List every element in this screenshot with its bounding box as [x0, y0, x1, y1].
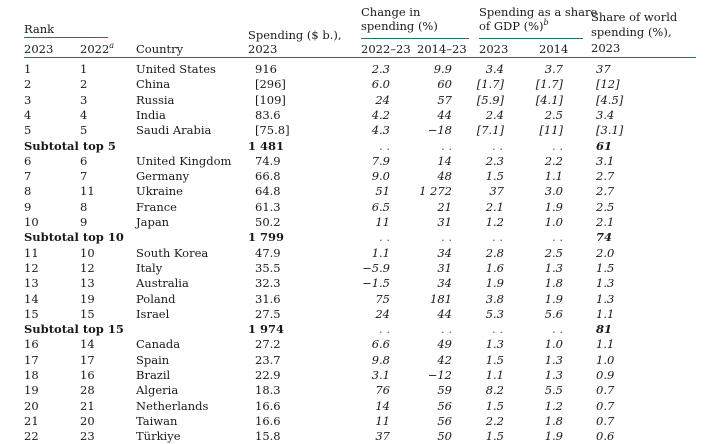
gdp-2023-cell: 1.3	[485, 337, 504, 352]
rank-2023-cell: 19	[24, 383, 39, 398]
rank-2022-cell: 16	[80, 368, 95, 382]
change-2022-23-cell: 11	[375, 215, 390, 229]
table-row	[0, 368, 711, 383]
world-share-cell: 74	[596, 230, 613, 245]
spending-cell: 50.2	[255, 215, 281, 229]
gdp-2023-cell: . .	[492, 230, 503, 245]
gdp-2014-cell: 1.2	[544, 398, 563, 413]
change-2022-23-cell: . .	[379, 322, 390, 337]
change-2014-23-cell: 34	[437, 245, 452, 260]
spending-cell: 64.8	[255, 184, 281, 199]
world-share-cell: 0.7	[596, 413, 615, 428]
gdp-2023-cell: 2.3	[485, 153, 504, 168]
spending-cell: [109]	[255, 92, 286, 107]
change-2014-23-cell: 56	[437, 398, 452, 413]
spending-cell: 31.6	[255, 291, 281, 306]
rank-2022-cell: 4	[80, 107, 88, 122]
change-2022-23-cell: 76	[375, 383, 390, 398]
world-share-cell: 0.7	[596, 383, 615, 398]
rank-2023-cell: 15	[24, 306, 39, 321]
rank-2022-cell: 9	[80, 215, 88, 229]
header-gdp-2023: 2023	[479, 42, 509, 56]
rank-2022-cell: 6	[80, 153, 88, 168]
rank-2022-cell: 12	[80, 260, 95, 275]
change-2022-23-cell: 37	[375, 429, 390, 444]
world-share-cell: 0.6	[596, 429, 615, 444]
gdp-2014-cell: [11]	[539, 123, 563, 138]
country-cell: Germany	[136, 169, 190, 184]
world-share-cell: 0.9	[596, 368, 615, 382]
gdp-2014-cell: 1.8	[544, 276, 563, 291]
gdp-2014-cell: 1.0	[544, 215, 563, 229]
table-row	[0, 123, 711, 138]
change-2014-23-cell: . .	[441, 138, 452, 153]
rank-2023-cell: 11	[24, 245, 39, 260]
rank-2022-cell: 14	[80, 337, 95, 352]
rank-2022-cell: 5	[80, 123, 88, 138]
country-cell: Canada	[136, 337, 181, 352]
country-cell: India	[136, 107, 166, 122]
change-2014-23-cell: 21	[437, 199, 452, 214]
table-row	[0, 307, 711, 322]
world-share-cell: 1.1	[596, 306, 615, 321]
gdp-2023-cell: . .	[492, 138, 503, 153]
gdp-2014-cell: . .	[552, 322, 563, 337]
table-row	[0, 276, 711, 291]
world-share-cell: 81	[596, 322, 613, 337]
change-2022-23-cell: 9.0	[371, 169, 390, 184]
table-row	[0, 383, 711, 398]
change-2014-23-cell: −12	[427, 368, 452, 382]
gdp-2014-cell: 3.0	[544, 184, 563, 199]
gdp-2014-cell: 2.5	[544, 245, 563, 260]
gdp-2014-cell: 1.3	[544, 260, 563, 275]
gdp-2023-cell: 1.5	[485, 352, 504, 367]
gdp-2014-cell: . .	[552, 138, 563, 153]
country-cell: Taiwan	[136, 413, 178, 428]
rank-2022-cell: 10	[80, 245, 95, 260]
table-row	[0, 184, 711, 199]
world-share-cell: 2.1	[596, 215, 615, 229]
rank-2023-cell: 7	[24, 169, 32, 184]
change-2014-23-cell: 31	[437, 260, 452, 275]
change-2014-23-cell: 181	[430, 291, 452, 306]
rank-2023-cell: 20	[24, 398, 39, 413]
subtotal-row	[0, 230, 711, 245]
header-world-line2: spending (%),	[591, 25, 672, 39]
change-2014-23-cell: 9.9	[433, 62, 452, 76]
change-2022-23-cell: 14	[375, 398, 390, 413]
change-2014-23-cell: 1 272	[419, 184, 452, 199]
table-row	[0, 169, 711, 184]
table-header	[18, 0, 698, 60]
rank-2023-cell: 1	[24, 62, 32, 76]
rank-2022-cell: 20	[80, 413, 95, 428]
change-2022-23-cell: 6.6	[371, 337, 390, 352]
change-2014-23-cell: 50	[437, 429, 452, 444]
spending-cell: 27.5	[255, 306, 281, 321]
spending-cell: 27.2	[255, 337, 281, 352]
rank-2023-cell: 12	[24, 260, 39, 275]
header-spending-line2: 2023	[248, 42, 278, 56]
change-2022-23-cell: 6.5	[371, 199, 390, 214]
gdp-2023-cell: [5.9]	[476, 92, 504, 107]
rank-2022-cell: 28	[80, 383, 95, 398]
subtotal-label: Subtotal top 5	[24, 138, 116, 153]
world-share-cell: 61	[596, 138, 613, 153]
world-share-cell: 1.3	[596, 291, 615, 306]
world-share-cell: 2.5	[596, 199, 615, 214]
rank-2022-cell: 13	[80, 276, 95, 291]
gdp-2023-cell: 8.2	[485, 383, 504, 398]
header-rank-2023: 2023	[24, 42, 54, 56]
spending-cell: 61.3	[255, 199, 281, 214]
gdp-2014-cell: 1.0	[544, 337, 563, 352]
gdp-2014-cell: [4.1]	[535, 92, 563, 107]
country-cell: United Kingdom	[136, 153, 232, 168]
world-share-cell: 1.1	[596, 337, 615, 352]
table-row	[0, 337, 711, 352]
gdp-2014-cell: 5.6	[544, 306, 563, 321]
gdp-2023-cell: 5.3	[485, 306, 504, 321]
gdp-2023-cell: [1.7]	[476, 77, 504, 92]
rank-2023-cell: 18	[24, 368, 39, 382]
country-cell: Brazil	[136, 368, 171, 382]
gdp-2014-cell: [1.7]	[535, 77, 563, 92]
rank-2022-cell: 3	[80, 92, 88, 107]
change-2014-23-cell: 48	[437, 169, 452, 184]
change-2014-23-cell: 34	[437, 276, 452, 291]
rank-2023-cell: 6	[24, 153, 32, 168]
change-2014-23-cell: 31	[437, 215, 452, 229]
change-2014-23-cell: 42	[437, 352, 452, 367]
table-row	[0, 292, 711, 307]
gdp-2023-cell: 2.1	[485, 199, 504, 214]
spending-cell: [296]	[255, 77, 286, 92]
table-row	[0, 154, 711, 169]
country-cell: Spain	[136, 352, 170, 367]
country-cell: China	[136, 77, 171, 92]
spending-cell: 916	[255, 62, 277, 76]
rank-2022-cell: 17	[80, 352, 95, 367]
rank-2022-cell: 23	[80, 429, 95, 444]
change-2014-23-cell: 44	[437, 306, 452, 321]
world-share-cell: [4.5]	[596, 92, 624, 107]
change-2014-23-cell: 57	[437, 92, 452, 107]
gdp-2014-cell: 1.1	[544, 169, 563, 184]
world-share-cell: 3.1	[596, 153, 615, 168]
country-cell: France	[136, 199, 177, 214]
world-share-cell: 2.7	[596, 169, 615, 184]
subtotal-label: Subtotal top 15	[24, 322, 124, 337]
change-2022-23-cell: 11	[375, 413, 390, 428]
gdp-2014-cell: 1.9	[544, 429, 563, 444]
change-2022-23-cell: 9.8	[371, 352, 390, 367]
gdp-2014-cell: 1.8	[544, 413, 563, 428]
spending-cell: 18.3	[255, 383, 281, 398]
gdp-2023-cell: 1.5	[485, 429, 504, 444]
change-2022-23-cell: −1.5	[362, 276, 390, 291]
gdp-2023-cell: 3.4	[485, 62, 504, 76]
spending-cell: 1 481	[248, 138, 285, 153]
change-2022-23-cell: 2.3	[371, 62, 390, 76]
country-cell: Russia	[136, 92, 175, 107]
gdp-2023-cell: 2.4	[485, 107, 504, 122]
world-share-cell: 3.4	[596, 107, 615, 122]
spending-cell: 83.6	[255, 107, 281, 122]
rank-2022-cell: 19	[80, 291, 95, 306]
rank-2023-cell: 16	[24, 337, 39, 352]
country-cell: Italy	[136, 260, 163, 275]
spending-cell: 23.7	[255, 352, 281, 367]
rank-2023-cell: 8	[24, 184, 32, 199]
rank-2023-cell: 22	[24, 429, 39, 444]
gdp-2023-cell: 1.2	[485, 215, 504, 229]
table-row	[0, 261, 711, 276]
gdp-2023-cell: 1.6	[485, 260, 504, 275]
gdp-2023-cell: 1.1	[485, 368, 504, 382]
gdp-2014-cell: 1.3	[544, 368, 563, 382]
table-row	[0, 353, 711, 368]
country-cell: Algeria	[136, 383, 179, 398]
gdp-2023-cell: 1.9	[485, 276, 504, 291]
change-2022-23-cell: 3.1	[371, 368, 390, 382]
change-2022-23-cell: 7.9	[371, 153, 390, 168]
spending-cell: 16.6	[255, 398, 281, 413]
change-2014-23-cell: 59	[437, 383, 452, 398]
header-gdp-line2: of GDP (%)$^b$	[479, 18, 549, 33]
rank-2023-cell: 3	[24, 92, 32, 107]
header-spending-line1: Spending ($ b.),	[248, 28, 342, 42]
spending-cell: 15.8	[255, 429, 281, 444]
gdp-2023-cell: 37	[489, 184, 504, 199]
change-2022-23-cell: . .	[379, 138, 390, 153]
change-2022-23-cell: 6.0	[371, 77, 390, 92]
gdp-2023-cell: 1.5	[485, 398, 504, 413]
subtotal-row	[0, 139, 711, 154]
world-share-cell: 1.5	[596, 260, 615, 275]
table-row	[0, 200, 711, 215]
change-2022-23-cell: 24	[375, 306, 390, 321]
header-rank-2022: 2022$^a$	[80, 41, 115, 56]
header-bottom-rule	[24, 57, 696, 58]
header-country: Country	[136, 42, 184, 56]
world-share-cell: 37	[596, 62, 611, 76]
header-change-2022-23: 2022–23	[361, 42, 411, 56]
country-cell: Poland	[136, 291, 176, 306]
gdp-2023-cell: . .	[492, 322, 503, 337]
table-row	[0, 246, 711, 261]
spending-cell: 32.3	[255, 276, 281, 291]
change-2014-23-cell: −18	[427, 123, 452, 138]
change-2022-23-cell: 24	[375, 92, 390, 107]
rank-2023-cell: 2	[24, 77, 32, 92]
world-share-cell: 1.0	[596, 352, 615, 367]
change-2014-23-cell: 44	[437, 107, 452, 122]
rank-2022-cell: 15	[80, 306, 95, 321]
country-cell: Israel	[136, 306, 170, 321]
rank-2023-cell: 14	[24, 291, 39, 306]
rank-2023-cell: 4	[24, 107, 32, 122]
header-gdp-line1: Spending as a share	[479, 5, 598, 19]
change-2014-23-cell: . .	[441, 322, 452, 337]
rank-2023-cell: 10	[24, 215, 39, 229]
subtotal-row	[0, 322, 711, 337]
spending-cell: 1 799	[248, 230, 285, 245]
spending-cell: 74.9	[255, 153, 281, 168]
gdp-2023-cell: 2.2	[485, 413, 504, 428]
gdp-2014-cell: 1.9	[544, 199, 563, 214]
change-2014-23-cell: . .	[441, 230, 452, 245]
header-change-line2: spending (%)	[361, 19, 438, 33]
header-change-2014-23: 2014–23	[417, 42, 467, 56]
spending-cell: 22.9	[255, 368, 281, 382]
rank-2023-cell: 13	[24, 276, 39, 291]
change-2022-23-cell: . .	[379, 230, 390, 245]
world-share-cell: 2.0	[596, 245, 615, 260]
header-world-line1: Share of world	[591, 10, 678, 24]
change-2014-23-cell: 60	[437, 77, 452, 92]
rank-2022-cell: 2	[80, 77, 88, 92]
country-cell: Türkiye	[136, 429, 181, 444]
change-2022-23-cell: −5.9	[362, 260, 390, 275]
spending-cell: 16.6	[255, 413, 281, 428]
change-2022-23-cell: 51	[375, 184, 390, 199]
gdp-2014-cell: 2.2	[544, 153, 563, 168]
change-underline	[361, 38, 469, 39]
change-2014-23-cell: 56	[437, 413, 452, 428]
gdp-2014-cell: 5.5	[544, 383, 563, 398]
rank-2023-cell: 9	[24, 199, 32, 214]
table-row	[0, 77, 711, 92]
rank-2023-cell: 5	[24, 123, 32, 138]
header-change-line1: Change in	[361, 5, 421, 19]
gdp-2023-cell: 1.5	[485, 169, 504, 184]
country-cell: Netherlands	[136, 398, 209, 413]
change-2022-23-cell: 1.1	[371, 245, 390, 260]
gdp-2014-cell: 1.3	[544, 352, 563, 367]
rank-underline	[24, 37, 108, 38]
gdp-2023-cell: [7.1]	[476, 123, 504, 138]
rank-2023-cell: 17	[24, 352, 39, 367]
country-cell: Saudi Arabia	[136, 123, 212, 138]
world-share-cell: 1.3	[596, 276, 615, 291]
country-cell: Ukraine	[136, 184, 183, 199]
spending-cell: 66.8	[255, 169, 281, 184]
spending-cell: 47.9	[255, 245, 281, 260]
world-share-cell: 0.7	[596, 398, 615, 413]
header-gdp-2014: 2014	[539, 42, 569, 56]
rank-2022-cell: 7	[80, 169, 88, 184]
world-share-cell: 2.7	[596, 184, 615, 199]
change-2022-23-cell: 4.2	[371, 107, 390, 122]
change-2014-23-cell: 49	[437, 337, 452, 352]
change-2022-23-cell: 75	[375, 291, 390, 306]
table-row	[0, 108, 711, 123]
change-2014-23-cell: 14	[437, 153, 452, 168]
header-rank: Rank	[24, 22, 55, 36]
gdp-2014-cell: 2.5	[544, 107, 563, 122]
spending-cell: 1 974	[248, 322, 285, 337]
gdp-2014-cell: . .	[552, 230, 563, 245]
country-cell: Japan	[136, 215, 170, 229]
spending-cell: 35.5	[255, 260, 281, 275]
rank-2022-cell: 1	[80, 62, 88, 76]
header-world-line3: 2023	[591, 41, 621, 55]
rank-2022-cell: 8	[80, 199, 88, 214]
gdp-underline	[479, 38, 583, 39]
gdp-2023-cell: 3.8	[485, 291, 504, 306]
table-row	[0, 93, 711, 108]
table-row	[0, 215, 711, 230]
country-cell: United States	[136, 62, 216, 76]
gdp-2014-cell: 1.9	[544, 291, 563, 306]
subtotal-label: Subtotal top 10	[24, 230, 124, 245]
rank-2022-cell: 11	[80, 184, 95, 199]
table-row	[0, 414, 711, 429]
table-row	[0, 62, 711, 77]
country-cell: South Korea	[136, 245, 209, 260]
country-cell: Australia	[136, 276, 189, 291]
change-2022-23-cell: 4.3	[371, 123, 390, 138]
world-share-cell: [12]	[596, 77, 620, 92]
rank-2023-cell: 21	[24, 413, 39, 428]
table-row	[0, 399, 711, 414]
gdp-2014-cell: 3.7	[544, 62, 563, 76]
table-row	[0, 429, 711, 444]
spending-cell: [75.8]	[255, 123, 290, 138]
gdp-2023-cell: 2.8	[485, 245, 504, 260]
world-share-cell: [3.1]	[596, 123, 624, 138]
rank-2022-cell: 21	[80, 398, 95, 413]
